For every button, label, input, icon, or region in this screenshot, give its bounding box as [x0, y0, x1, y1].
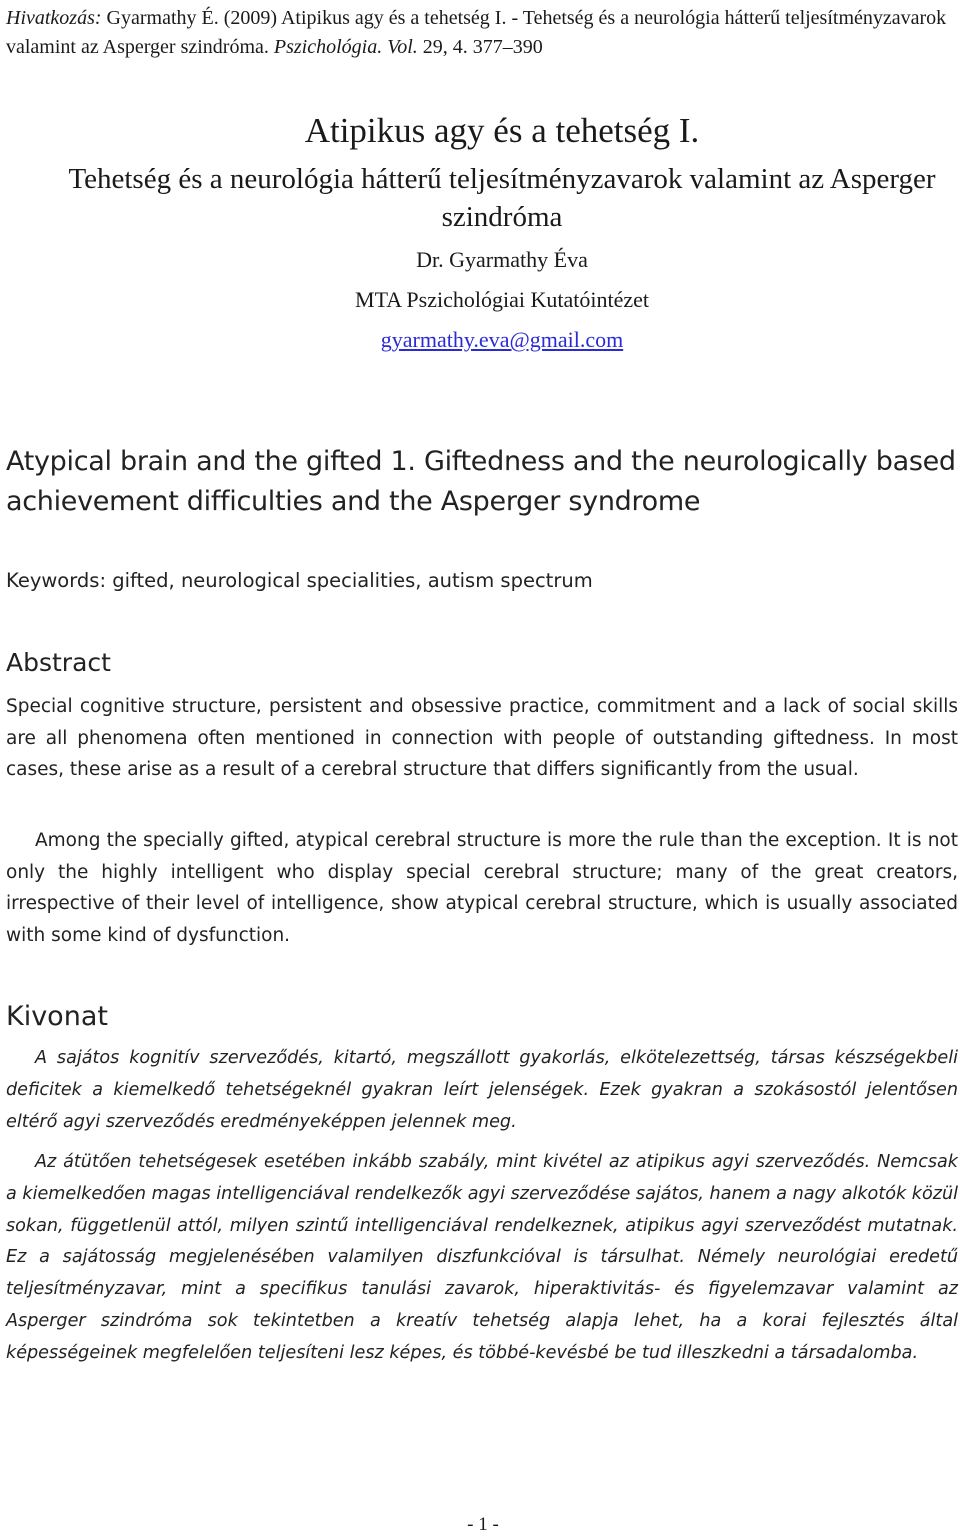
page-number: - 1 -: [467, 1514, 499, 1535]
kivonat-heading: Kivonat: [6, 1001, 108, 1032]
kivonat-paragraph-1: A sajátos kognitív szerveződés, kitartó, megszállott gyakorlás, elkötelezettség, társas készségekbeli deficitek a kiemelkedő tehetségeknél gyakran leírt jelenségek. Ezek gyakran a szokásostól jelentősen eltérő agyi szerveződés eredményeképpen jelennek meg.: [6, 1048, 958, 1132]
citation-label: Hivatkozás:: [6, 7, 102, 29]
page-title: Atipikus agy és a tehetség I.: [304, 111, 700, 150]
page-subtitle: Tehetség és a neurológia hátterű teljesítményzavarok valamint az Asperger szindróma: [68, 163, 936, 233]
author-affiliation: MTA Pszichológiai Kutatóintézet: [355, 287, 649, 312]
citation-tail: 29, 4. 377–390: [417, 36, 543, 58]
abstract-paragraph-2: Among the specially gifted, atypical cerebral structure is more the rule than the exception. It is not only the highly intelligent who display special cerebral structure; many of the great creators, irrespective of their level of intelligence, show atypical cerebral structure, which is usually associated with some kind of dysfunction.: [6, 830, 958, 946]
citation: [6, 4, 956, 62]
english-title: Atypical brain and the gifted 1. Giftedness and the neurologically based achievement difficulties and the Asperger syndrome: [6, 446, 956, 517]
kivonat-paragraph-2: Az átütően tehetségesek esetében inkább szabály, mint kivétel az atipikus agyi szerveződés. Nemcsak a kiemelkedően magas intelligenciával rendelkezők agyi szerveződése sajátos, hanem a nagy alkotók közül sokan, függetlenül attól, milyen szintű intelligenciával rendelkeznek, atipikus agyi szerveződést mutatnak. Ez a sajátosság megjelenésében valamilyen diszfunkcióval is társulhat. Némely neurológiai eredetű teljesítményzavar, mint a specifikus tanulási zavarok, hiperaktivitás- és figyelemzavar valamint az Asperger szindróma sok tekintetben a kreatív tehetség alapja lehet, ha a korai fejlesztés által képességeinek megfelelően teljesíteni lesz képes, és többé-kevésbé be tud illeszkedni a társadalomba.: [6, 1152, 958, 1363]
abstract-heading: Abstract: [6, 648, 111, 677]
citation-text: Gyarmathy É. (2009) Atipikus agy és a tehetség I. - Tehetség és a neurológia hátterű teljesítményzavarok valamint az Asperger szindróma.: [6, 7, 947, 58]
email-row: [44, 325, 960, 355]
abstract-paragraph-1: Special cognitive structure, persistent and obsessive practice, commitment and a lack of social skills are all phenomena often mentioned in connection with people of outstanding giftedness. In most cases, these arise as a result of a cerebral structure that differs significantly from the usual.: [6, 696, 958, 780]
citation-journal: Pszichológia. Vol.: [273, 36, 418, 58]
keywords: Keywords: gifted, neurological specialities, autism spectrum: [6, 569, 593, 592]
author-name: Dr. Gyarmathy Éva: [416, 247, 588, 272]
author-email-link[interactable]: gyarmathy.eva@gmail.com: [380, 327, 624, 352]
